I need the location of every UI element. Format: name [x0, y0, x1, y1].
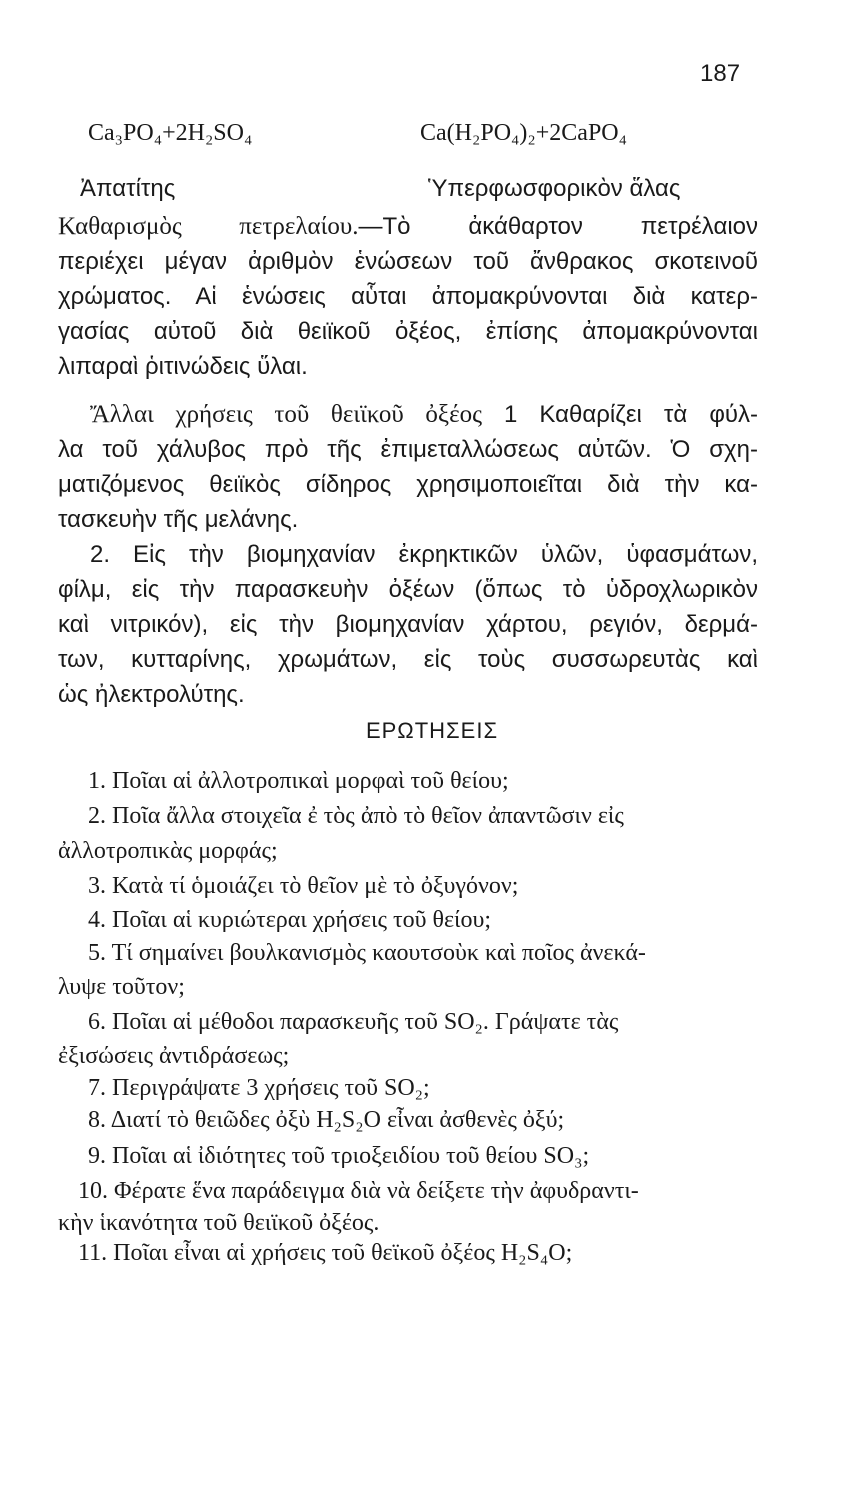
- question-7: [58, 1073, 764, 1103]
- para1-heading: Καθαρισμὸς πετρελαίου.: [58, 213, 359, 240]
- question-number: 5.: [88, 940, 106, 966]
- equation-right: Ca(H₂PO₄)₂+2CaPO₄: [420, 120, 627, 146]
- question-text: Ποῖα ἄλλα στοιχεῖα ἐ τὸς ἀπὸ τὸ θεῖον ἀπαντῶσιν εἰς: [112, 803, 624, 829]
- question-number: 3.: [88, 873, 106, 899]
- para3-line1: 2. Εἰς τὴν βιομηχανίαν ἐκρηκτικῶν ὑλῶν, ὑφασμάτων,: [90, 541, 758, 568]
- question-text: Διατί τὸ θειῶδες ὀξὺ H₂S₂O εἶναι ἀσθενὲς ὀξύ;: [110, 1107, 565, 1133]
- question-2-cont: ἀλλοτροπικὰς μορφάς;: [58, 838, 278, 864]
- para2-heading: Ἄλλαι χρήσεις τοῦ θειϊκοῦ ὀξέος: [90, 401, 482, 428]
- para3-line3: καὶ νιτρικόν), εἰς τὴν βιομηχανίαν χάρτου, ρεγιόν, δερμά-: [58, 611, 758, 638]
- para3-line4: των, κυτταρίνης, χρωμάτων, εἰς τοὺς συσσωρευτὰς καὶ: [58, 646, 758, 673]
- question-10-cont: κὴν ἱκανότητα τοῦ θειϊκοῦ ὀξέος.: [58, 1210, 380, 1236]
- question-text: Ποῖαι εἶναι αἱ χρήσεις τοῦ θεϊκοῦ ὀξέος H₂S₄O;: [113, 1240, 573, 1266]
- para2-line2: λα τοῦ χάλυβος πρὸ τῆς ἐπιμεταλλώσεως αὐτῶν. Ὁ σχη-: [58, 436, 758, 463]
- question-10: [58, 1176, 764, 1206]
- question-text: Ποῖαι αἱ ἰδιότητες τοῦ τριοξειδίου τοῦ θείου SO₃;: [112, 1143, 590, 1169]
- question-text: Περιγράψατε 3 χρήσεις τοῦ SO₂;: [112, 1075, 430, 1101]
- label-apatite: Ἀπατίτης: [80, 175, 176, 202]
- para2-line1-rest: 1 Καθαρίζει τὰ φύλ-: [504, 401, 758, 428]
- question-8: [58, 1105, 764, 1135]
- equation-left: Ca₃PO₄+2H₂SO₄: [88, 120, 253, 146]
- question-number: 8.: [88, 1107, 106, 1133]
- para2-line4: τασκευὴν τῆς μελάνης.: [58, 506, 299, 533]
- question-text: Ποῖαι αἱ κυριώτεραι χρήσεις τοῦ θείου;: [112, 907, 492, 933]
- questions-heading: ΕΡΩΤΗΣΕΙΣ: [365, 718, 499, 743]
- question-number: 1.: [88, 768, 106, 794]
- para2-line3: ματιζόμενος θειϊκὸς σίδηρος χρησιμοποιεῖται διὰ τὴν κα-: [58, 471, 758, 498]
- para3-line2: φίλμ, εἰς τὴν παρασκευὴν ὀξέων (ὅπως τὸ ὑδροχλωρικὸν: [58, 576, 758, 603]
- question-number: 2.: [88, 803, 106, 829]
- para3-line5: ὡς ἠλεκτρολύτης.: [58, 681, 245, 708]
- para2-line1: [90, 400, 758, 430]
- para1-line4: γασίας αὐτοῦ διὰ θειϊκοῦ ὀξέος, ἐπίσης ἀπομακρύνονται: [58, 318, 758, 345]
- page-number: 187: [700, 60, 741, 87]
- question-1: [58, 766, 764, 796]
- question-6: [58, 1007, 764, 1037]
- question-text: Φέρατε ἕνα παράδειγμα διὰ νὰ δείξετε τὴν ἀφυδραντι-: [114, 1178, 639, 1204]
- question-text: Ποῖαι αἱ μέθοδοι παρασκευῆς τοῦ SO₂. Γράψατε τὰς: [112, 1009, 619, 1035]
- question-text: Τί σημαίνει βουλκανισμὸς καουτσοὺκ καὶ ποῖος ἀνεκά-: [111, 940, 646, 966]
- question-5: [58, 938, 764, 968]
- question-number: 7.: [88, 1075, 106, 1101]
- para1-line1-rest: —Τὸ ἀκάθαρτον πετρέλαιον: [358, 213, 759, 240]
- question-number: 9.: [88, 1143, 106, 1169]
- para1-line5: λιπαραὶ ῥιτινώδεις ὕλαι.: [58, 353, 308, 380]
- question-2: [58, 801, 764, 831]
- para1-line3: χρώματος. Αἱ ἑνώσεις αὗται ἀπομακρύνονται διὰ κατερ-: [58, 283, 758, 310]
- para1-line1: [58, 212, 758, 242]
- para1-line2: περιέχει μέγαν ἀριθμὸν ἑνώσεων τοῦ ἄνθρακος σκοτεινοῦ: [58, 248, 758, 275]
- question-11: [58, 1238, 764, 1268]
- question-number: 11.: [78, 1240, 108, 1266]
- question-4: [58, 905, 764, 935]
- label-superphosphate: Ὑπερφωσφορικὸν ἅλας: [428, 175, 681, 202]
- question-5-cont: λυψε τοῦτον;: [58, 974, 185, 1000]
- question-9: [58, 1141, 764, 1171]
- question-number: 4.: [88, 907, 106, 933]
- question-6-cont: ἐξισώσεις ἀντιδράσεως;: [58, 1043, 290, 1069]
- question-number: 6.: [88, 1009, 106, 1035]
- question-text: Ποῖαι αἱ ἀλλοτροπικαὶ μορφαὶ τοῦ θείου;: [112, 768, 509, 794]
- question-number: 10.: [78, 1178, 108, 1204]
- question-text: Κατὰ τί ὁμοιάζει τὸ θεῖον μὲ τὸ ὀξυγόνον;: [112, 873, 519, 899]
- question-3: [58, 871, 764, 901]
